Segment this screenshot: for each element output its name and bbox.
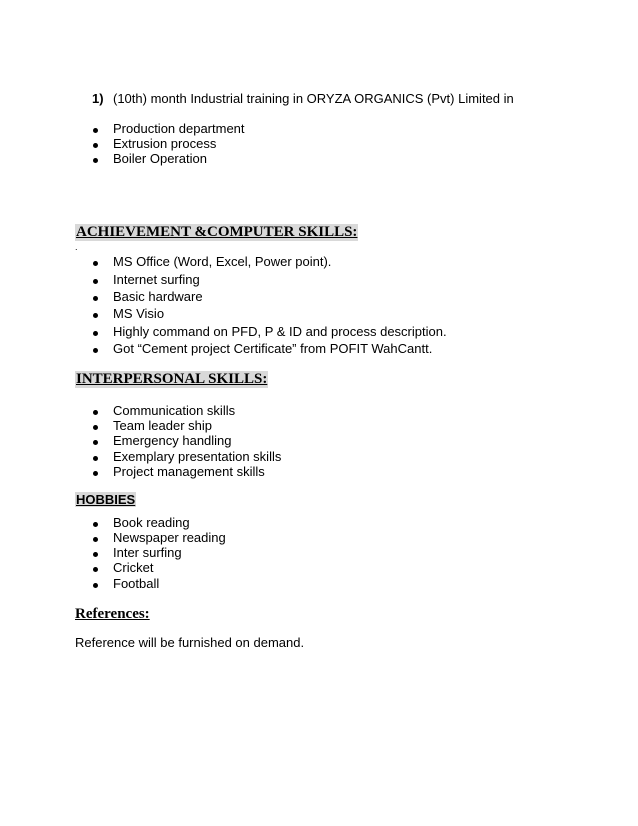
list-item: Basic hardware: [113, 289, 203, 304]
list-item: Cricket: [113, 560, 154, 575]
references-text: Reference will be furnished on demand.: [75, 635, 305, 650]
list-item: Project management skills: [113, 464, 265, 479]
list-item: Internet surfing: [113, 272, 200, 287]
training-text: (10th) month Industrial training in ORYZA ORGANICS (Pvt) Limited in: [113, 91, 514, 106]
list-item: Team leader ship: [113, 418, 212, 433]
bullet-icon: [93, 425, 98, 430]
list-item: Production department: [113, 121, 245, 136]
bullet-icon: [93, 583, 98, 588]
list-item: Emergency handling: [113, 433, 232, 448]
list-item: Book reading: [113, 515, 190, 530]
bullet-icon: [93, 471, 98, 476]
training-number: 1): [92, 91, 104, 106]
bullet-icon: [93, 440, 98, 445]
stray-mark: .: [75, 242, 78, 252]
bullet-icon: [93, 331, 98, 336]
list-item: Boiler Operation: [113, 151, 207, 166]
list-item: Football: [113, 576, 160, 591]
list-item: Communication skills: [113, 403, 236, 418]
list-item: MS Office (Word, Excel, Power point).: [113, 254, 332, 269]
list-item: Inter surfing: [113, 545, 182, 560]
bullet-icon: [93, 522, 98, 527]
bullet-icon: [93, 552, 98, 557]
list-item: Highly command on PFD, P & ID and process description.: [113, 324, 447, 339]
bullet-icon: [93, 296, 98, 301]
bullet-icon: [93, 456, 98, 461]
bullet-icon: [93, 261, 98, 266]
bullet-icon: [93, 158, 98, 163]
bullet-icon: [93, 279, 98, 284]
hobbies-heading: HOBBIES: [76, 492, 136, 507]
bullet-icon: [93, 348, 98, 353]
bullet-icon: [93, 567, 98, 572]
list-item: Extrusion process: [113, 136, 217, 151]
bullet-icon: [93, 313, 98, 318]
bullet-icon: [93, 143, 98, 148]
references-heading: References:: [75, 606, 150, 622]
bullet-icon: [93, 128, 98, 133]
list-item: MS Visio: [113, 306, 165, 321]
interpersonal-heading: INTERPERSONAL SKILLS:: [76, 371, 268, 387]
list-item: Exemplary presentation skills: [113, 449, 282, 464]
bullet-icon: [93, 410, 98, 415]
list-item: Got “Cement project Certificate” from POFIT WahCantt.: [113, 341, 433, 356]
bullet-icon: [93, 537, 98, 542]
achievement-heading: ACHIEVEMENT &COMPUTER SKILLS:: [76, 224, 358, 240]
list-item: Newspaper reading: [113, 530, 226, 545]
